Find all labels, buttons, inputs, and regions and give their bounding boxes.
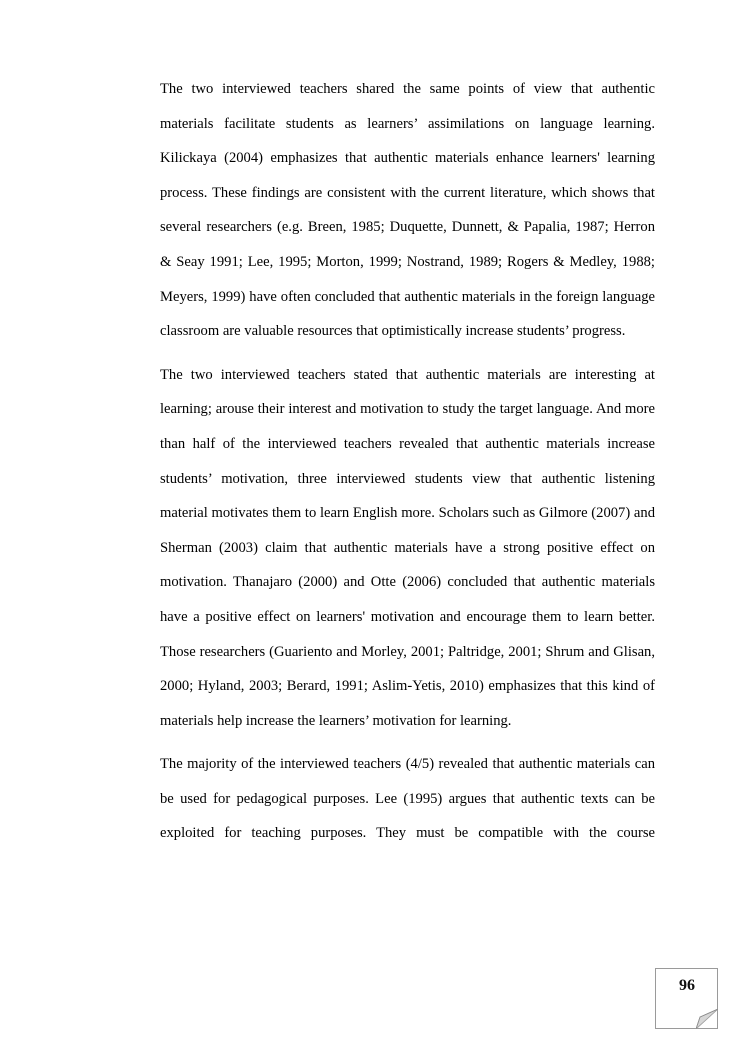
page-curl-icon bbox=[696, 1009, 718, 1029]
page-number: 96 bbox=[679, 977, 695, 994]
paragraph-2: The two interviewed teachers stated that authentic materials are interesting at learning; arouse their interest and motivation to study the target language. And more than half of the interviewed teachers revealed that authentic materials increase students’ motivation, three interviewed students view that authentic listening material motivates them to learn English more. Scholars such as Gilmore (2007) and Sherman (2003) claim that authentic materials have a strong positive effect on motivation. Thanajaro (2000) and Otte (2006) concluded that authentic materials have a positive effect on learners' motivation and encourage them to learn better. Those researchers (Guariento and Morley, 2001; Paltridge, 2001; Shrum and Glisan, 2000; Hyland, 2003; Berard, 1991; Aslim-Yetis, 2010) emphasizes that this kind of materials help increase the learners’ motivation for learning. bbox=[160, 366, 655, 729]
body-text bbox=[160, 72, 655, 860]
paragraph-3: The majority of the interviewed teachers (4/5) revealed that authentic materials can be used for pedagogical purposes. Lee (1995) argues that authentic texts can be exploited for teaching purposes. They must be compatible with the course bbox=[160, 756, 655, 842]
paragraph-1: The two interviewed teachers shared the same points of view that authentic materials facilitate students as learners’ assimilations on language learning. Kilickaya (2004) emphasizes that authentic materials enhance learners' learning process. These findings are consistent with the current literature, which shows that several researchers (e.g. Breen, 1985; Duquette, Dunnett, & Papalia, 1987; Herron & Seay 1991; Lee, 1995; Morton, 1999; Nostrand, 1989; Rogers & Medley, 1988; Meyers, 1999) have often concluded that authentic materials in the foreign language classroom are valuable resources that optimistically increase students’ progress. bbox=[160, 81, 655, 340]
page-number-box bbox=[655, 968, 718, 1029]
